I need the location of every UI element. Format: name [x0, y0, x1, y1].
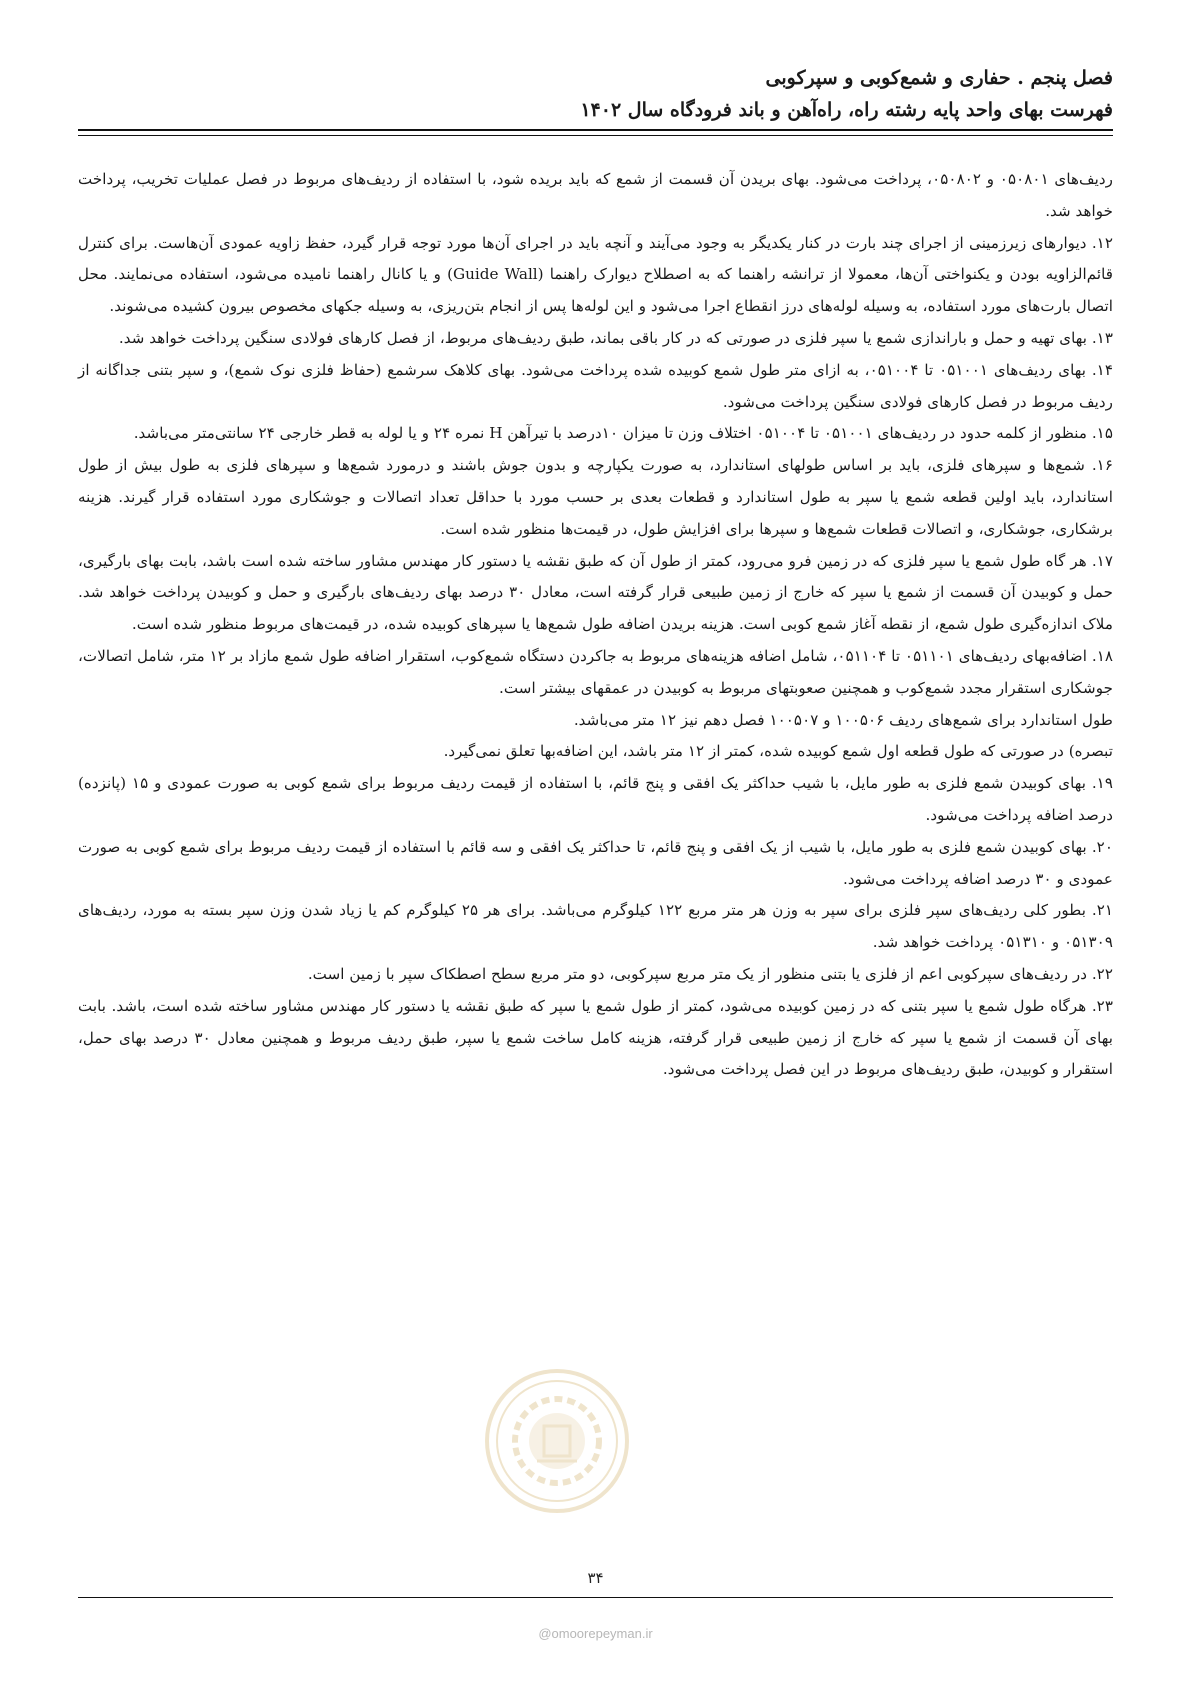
header-divider-thin [78, 135, 1113, 136]
paragraph: ردیف‌های ۰۵۰۸۰۱ و ۰۵۰۸۰۲، پرداخت می‌شود. بهای بریدن آن قسمت از شمع که باید بریده شود، با استفاده از ردیف‌های مربوط در فصل عملیات تخریب، پرداخت خواهد شد. [78, 170, 1113, 220]
footer-divider [78, 1597, 1113, 1598]
chapter-title: فصل پنجم . حفاری و شمع‌کوبی و سپرکوبی [765, 67, 1113, 89]
page-number: ۳۴ [587, 1569, 604, 1587]
paragraph: ۱۲. دیوارهای زیرزمینی از اجرای چند بارت در کنار یکدیگر به وجود می‌آیند و آنچه باید در اجرای آن‌ها مورد توجه قرار گیرد، حفظ زاویه عمودی آن‌هاست. برای کنترل قائم‌الزاویه بودن و یکنواختی آن‌ها، معمولا از ترانشه راهنما که به اصطلاح دیوارک راهنما (Guide Wall) و یا کانال راهنما نامیده می‌شود، استفاده می‌نمایند. محل اتصال بارت‌های مورد استفاده، به وسیله لوله‌های درز انقطاع اجرا می‌شود و این لوله‌ها پس از انجام بتن‌ریزی، به وسیله جکهای مخصوص بیرون کشیده می‌شوند. [78, 233, 1113, 316]
footer-website-link[interactable]: @omoorepeyman.ir [538, 1626, 653, 1641]
price-list-title: فهرست بهای واحد پایه رشته راه، راه‌آهن و باند فرودگاه سال ۱۴۰۲ [580, 99, 1113, 121]
paragraph: تبصره) در صورتی که طول قطعه اول شمع کوبیده شده، کمتر از ۱۲ متر باشد، این اضافه‌بها تعلق نمی‌گیرد. [443, 742, 1113, 761]
paragraph: ۲۰. بهای کوبیدن شمع فلزی به طور مایل، با شیب از یک افقی و پنج قائم، تا حداکثر یک افقی و سه قائم با استفاده از قیمت ردیف مربوط برای شمع کوبی به صورت عمودی و ۳۰ درصد اضافه پرداخت می‌شود. [78, 837, 1113, 888]
paragraph: ۲۲. در ردیف‌های سپرکوبی اعم از فلزی یا بتنی منظور از یک متر مربع سپرکوبی، دو متر مربع سطح اصطکاک سپر با زمین است. [307, 964, 1113, 983]
paragraph: ۱۳. بهای تهیه و حمل و باراندازی شمع یا سپر فلزی در صورتی که در کار باقی بماند، طبق ردیف‌های مربوط، از فصل کارهای فولادی سنگین پرداخت خواهد شد. [118, 328, 1113, 347]
paragraph: ۱۸. اضافه‌بهای ردیف‌های ۰۵۱۱۰۱ تا ۰۵۱۱۰۴، شامل اضافه هزینه‌های مربوط به جاکردن دستگاه شمع‌کوب، استقرار اضافه طول شمع مازاد بر ۱۲ متر، شامل اتصالات، جوشکاری استقرار مجدد شمع‌کوب و همچنین صعوبتهای مربوط به کوبیدن در عمقهای بیشتر است. [78, 646, 1114, 697]
paragraph: ۱۹. بهای کوبیدن شمع فلزی به طور مایل، با شیب حداکثر یک افقی و پنج قائم، با استفاده از قیمت ردیف مربوط برای شمع کوبی به صورت عمودی و ۱۵ (پانزده) درصد اضافه پرداخت می‌شود. [78, 774, 1113, 824]
paragraph: ۱۵. منظور از کلمه حدود در ردیف‌های ۰۵۱۰۰۱ تا ۰۵۱۰۰۴ اختلاف وزن تا میزان ۱۰درصد با تیرآهن H نمره ۲۴ و یا لوله به قطر خارجی ۲۴ سانتی‌متر می‌باشد. [133, 424, 1113, 443]
header-divider-thick [78, 129, 1113, 131]
page-header [78, 62, 1113, 126]
document-body [78, 164, 1113, 1086]
paragraph: ۱۷. هر گاه طول شمع یا سپر فلزی که در زمین فرو می‌رود، کمتر از طول آن که طبق نقشه یا دستور کار مهندس مشاور ساخته شده است باشد، بابت بهای بارگیری، حمل و کوبیدن آن قسمت از شمع یا سپر که خارج از زمین طبیعی قرار گرفته است، معادل ۳۰ درصد بهای ردیف‌های بارگیری و حمل و کوبیدن پرداخت خواهد شد. ملاک اندازه‌گیری طول شمع، از نقطه آغاز شمع کوبی است. هزینه بریدن اضافه طول شمع‌ها یا سپرهای کوبیده شده، در قیمت‌های مربوط منظور شده است. [78, 551, 1113, 634]
seal-logo-icon [482, 1366, 632, 1516]
paragraph: ۲۳. هرگاه طول شمع یا سپر بتنی که در زمین کوبیده می‌شود، کمتر از طول شمع یا سپر که طبق نقشه یا دستور کار مهندس مشاور ساخته شده است، باشد. بابت بهای آن قسمت از شمع یا سپر که خارج از زمین طبیعی قرار گرفته، هزینه کامل ساخت شمع یا سپر، طبق ردیف مربوط و همچنین معادل ۳۰ درصد بهای حمل، استقرار و کوبیدن، طبق ردیف‌های مربوط در این فصل پرداخت می‌شود. [78, 996, 1114, 1079]
paragraph: ۲۱. بطور کلی ردیف‌های سپر فلزی برای سپر به وزن هر متر مربع ۱۲۲ کیلوگرم می‌باشد. برای هر ۲۵ کیلوگرم کم یا زیاد شدن وزن سپر بسته به مورد، ردیف‌های ۰۵۱۳۰۹ و ۰۵۱۳۱۰ پرداخت خواهد شد. [78, 901, 1114, 952]
paragraph: ۱۴. بهای ردیف‌های ۰۵۱۰۰۱ تا ۰۵۱۰۰۴، به ازای متر طول شمع کوبیده شده پرداخت می‌شود. بهای کلاهک سرشمع (حفاظ فلزی نوک شمع)، و سپر بتنی جداگانه از ردیف مربوط در فصل کارهای فولادی سنگین پرداخت می‌شود. [78, 360, 1113, 411]
paragraph: ۱۶. شمع‌ها و سپرهای فلزی، باید بر اساس طولهای استاندارد، به صورت یکپارچه و بدون جوش باشند و درمورد شمع‌ها و سپرهای فلزی به طول بیش از طول استاندارد، باید اولین قطعه شمع یا سپر به طول استاندارد و قطعات بعدی بر حسب مورد با حداقل تعداد اتصالات و جوشکاری مورد استفاده قرار گیرند. هزینه برشکاری، جوشکاری، و اتصالات قطعات شمع‌ها و سپرها برای افزایش طول، در قیمت‌ها منظور شده است. [78, 456, 1113, 538]
paragraph: طول استاندارد برای شمع‌های ردیف ۱۰۰۵۰۶ و ۱۰۰۵۰۷ فصل دهم نیز ۱۲ متر می‌باشد. [573, 710, 1113, 729]
